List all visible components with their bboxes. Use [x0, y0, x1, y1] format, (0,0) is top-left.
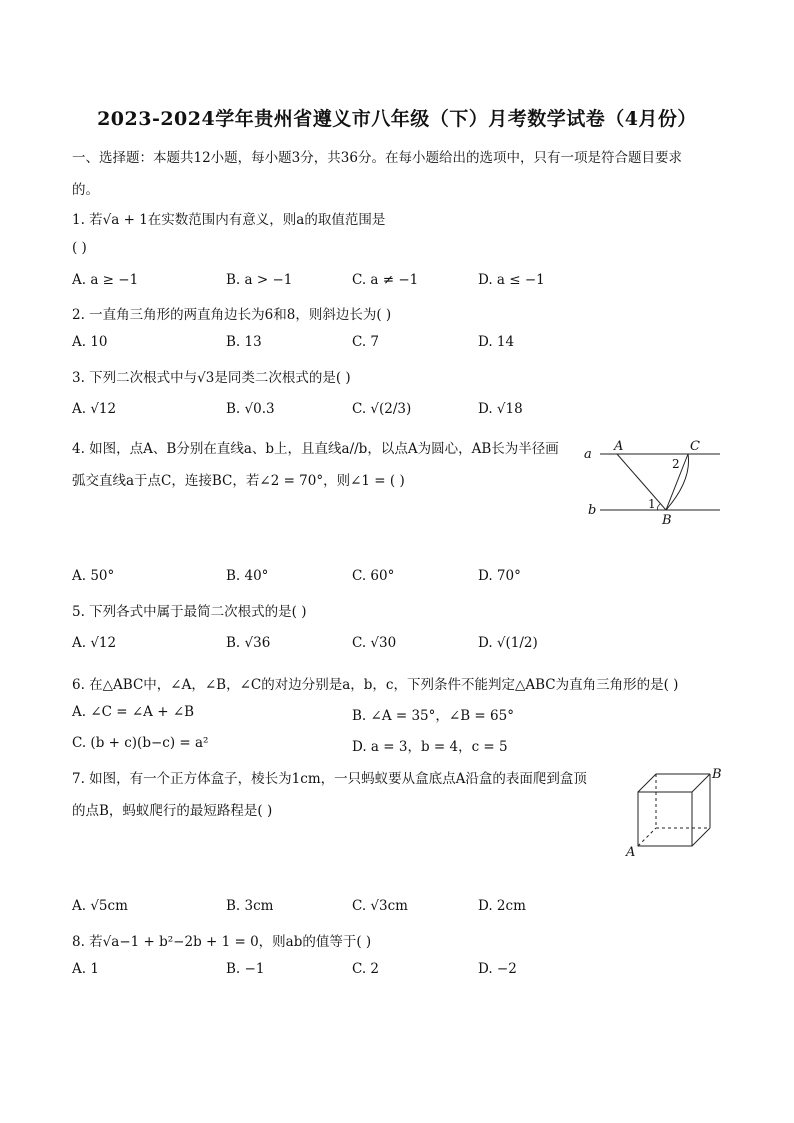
q6-stem: 6. 在△ABC中，∠A，∠B，∠C的对边分别是a，b，c，下列条件不能判定△ABC为直角三角形的是( ): [72, 677, 679, 693]
q4-option-c: C. 60°: [352, 568, 395, 584]
q3-option-b: B. √0.3: [226, 401, 275, 417]
q8-stem: 8. 若√a−1 + b²−2b + 1 = 0，则ab的值等于( ): [72, 934, 372, 950]
q7-stem-line1: 7. 如图，有一个正方体盒子，棱长为1cm，一只蚂蚁要从盒底点A沿盒的表面爬到盒顶: [72, 771, 587, 787]
q6-option-a: A. ∠C = ∠A + ∠B: [72, 704, 195, 720]
q1-stem: 1. 若√a + 1在实数范围内有意义，则a的取值范围是: [72, 212, 386, 228]
q4-stem-line1: 4. 如图，点A、B分别在直线a、b上，且直线a//b，以点A为圆心，AB长为半径画: [72, 441, 559, 457]
q4-stem-line2: 弧交直线a于点C，连接BC，若∠2 = 70°，则∠1 = ( ): [72, 473, 405, 489]
q6-option-d: D. a = 3，b = 4，c = 5: [352, 739, 508, 755]
q8-option-d: D. −2: [478, 961, 517, 977]
q4-point-a-label: A: [614, 439, 624, 454]
q2-option-d: D. 14: [478, 334, 515, 350]
q1-paren: ( ): [72, 240, 87, 256]
q5-option-d: D. √(1/2): [478, 635, 538, 651]
q4-angle1-label: 1: [648, 497, 656, 511]
q4-option-d: D. 70°: [478, 568, 521, 584]
section-instruction-line1: 一、选择题：本题共12小题，每小题3分，共36分。在每小题给出的选项中，只有一项是符合题目要求: [72, 150, 682, 166]
q2-option-b: B. 13: [226, 334, 262, 350]
q8-option-a: A. 1: [72, 961, 99, 977]
q3-stem: 3. 下列二次根式中与√3是同类二次根式的是( ): [72, 370, 351, 386]
page-title: 2023-2024学年贵州省遵义市八年级（下）月考数学试卷（4月份）: [97, 108, 697, 130]
q4-angle2-label: 2: [672, 457, 680, 471]
q1-option-c: C. a ≠ −1: [352, 272, 419, 288]
q4-line-b-label: b: [588, 503, 597, 518]
q2-option-a: A. 10: [72, 334, 108, 350]
section-instruction-line2: 的。: [72, 182, 99, 198]
q7-stem-line2: 的点B，蚂蚁爬行的最短路程是( ): [72, 803, 273, 819]
q7-option-a: A. √5cm: [72, 898, 128, 914]
q3-option-a: A. √12: [72, 401, 117, 417]
q4-line-a-label: a: [584, 447, 592, 462]
q4-point-b-label: B: [662, 513, 672, 528]
q2-option-c: C. 7: [352, 334, 380, 350]
q5-stem: 5. 下列各式中属于最简二次根式的是( ): [72, 604, 307, 620]
q6-option-c: C. (b + c)(b−c) = a²: [72, 735, 209, 751]
q7-point-a-label: A: [626, 845, 636, 860]
q5-option-b: B. √36: [226, 635, 271, 651]
q4-figure: [580, 434, 726, 530]
q3-option-d: D. √18: [478, 401, 523, 417]
q5-option-c: C. √30: [352, 635, 397, 651]
q7-option-c: C. √3cm: [352, 898, 408, 914]
q1-option-d: D. a ≤ −1: [478, 272, 545, 288]
q1-option-b: B. a > −1: [226, 272, 293, 288]
q2-stem: 2. 一直角三角形的两直角边长为6和8，则斜边长为( ): [72, 307, 392, 323]
q4-option-b: B. 40°: [226, 568, 269, 584]
q7-cube-figure: [620, 764, 726, 860]
q4-point-c-label: C: [690, 439, 700, 454]
q7-option-d: D. 2cm: [478, 898, 526, 914]
q5-option-a: A. √12: [72, 635, 117, 651]
q1-option-a: A. a ≥ −1: [72, 272, 139, 288]
q4-option-a: A. 50°: [72, 568, 115, 584]
q8-option-b: B. −1: [226, 961, 265, 977]
q8-option-c: C. 2: [352, 961, 380, 977]
q3-option-c: C. √(2/3): [352, 401, 412, 417]
q7-option-b: B. 3cm: [226, 898, 274, 914]
q7-point-b-label: B: [712, 767, 722, 782]
q6-option-b: B. ∠A = 35°，∠B = 65°: [352, 708, 514, 724]
